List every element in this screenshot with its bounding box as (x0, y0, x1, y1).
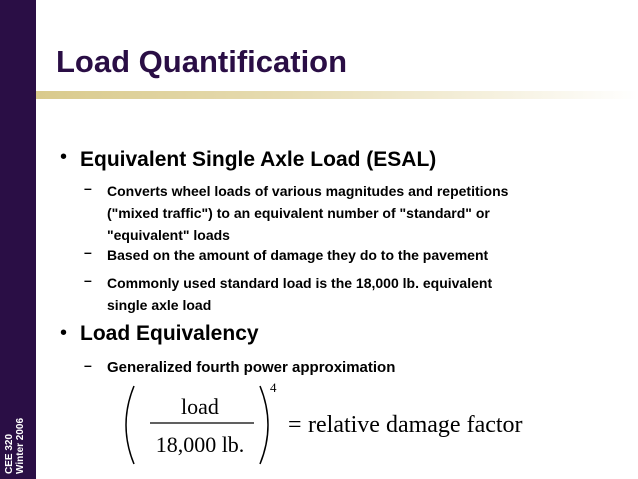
course-code: CEE 320 (4, 433, 15, 474)
sub-line: single axle load (107, 297, 212, 313)
slide-title: Load Quantification (56, 44, 348, 79)
course-term: Winter 2006 (15, 417, 26, 474)
sub-line: Commonly used standard load is the 18,000 lb. equivalent (107, 275, 493, 291)
sub-bullet-fourth-power (107, 357, 395, 379)
dash-marker: – (84, 244, 92, 260)
title-underline (36, 91, 638, 99)
fourth-power-equation (110, 380, 570, 470)
course-label (4, 418, 26, 474)
equation-numerator: load (181, 394, 219, 419)
sub-line: Generalized fourth power approximation (107, 359, 396, 376)
bullet-marker: • (60, 322, 68, 344)
bullet-load-equivalency: Load Equivalency (80, 322, 259, 345)
dash-marker: – (84, 180, 92, 196)
sub-line: Based on the amount of damage they do to the pavement (107, 247, 489, 263)
equation-exponent: 4 (270, 380, 277, 395)
right-paren (260, 386, 268, 464)
sub-bullet-converts (107, 180, 508, 246)
dash-marker: – (84, 272, 92, 288)
sidebar-band (0, 0, 36, 479)
left-paren (126, 386, 134, 464)
sub-bullet-standard-load (107, 272, 492, 316)
dash-marker: – (84, 357, 92, 373)
sub-line: Converts wheel loads of various magnitudes and repetitions (107, 183, 509, 199)
equation-equals: = (288, 412, 302, 438)
equation-result: relative damage factor (308, 412, 523, 438)
bullet-esal: Equivalent Single Axle Load (ESAL) (80, 148, 437, 171)
equation-denominator: 18,000 lb. (155, 432, 245, 457)
sub-bullet-damage (107, 244, 488, 266)
sub-line: ("mixed traffic") to an equivalent number of "standard" or (107, 205, 490, 221)
sub-line: "equivalent" loads (107, 227, 230, 243)
bullet-marker: • (60, 146, 68, 168)
